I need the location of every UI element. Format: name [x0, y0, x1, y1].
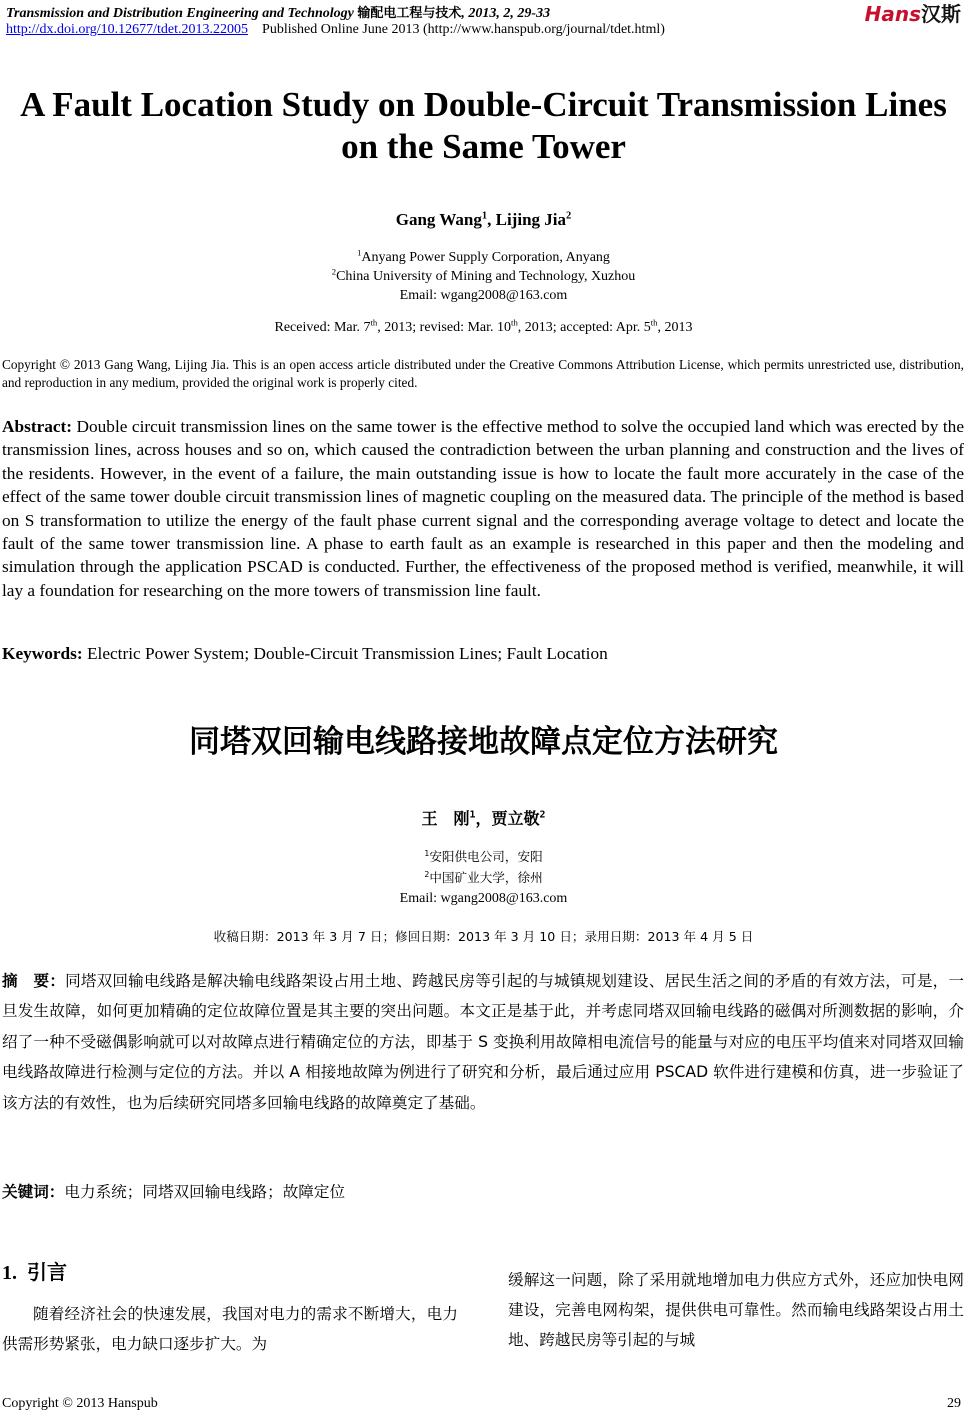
- abstract-label: Abstract:: [2, 417, 73, 436]
- affiliation-2-text: China University of Mining and Technology, Xuzhou: [336, 269, 636, 284]
- accepted-year: , 2013: [657, 320, 693, 335]
- body-column-left: 随着经济社会的快速发展，我国对电力的需求不断增大，电力供需形势紧张，电力缺口逐步扩大。为: [2, 1305, 458, 1354]
- affiliation-2-sup: 2: [331, 266, 337, 277]
- keywords-en: [2, 644, 964, 664]
- affiliations-cn: [0, 846, 967, 909]
- affiliation-2-cn-text: 中国矿业大学，徐州: [429, 870, 543, 885]
- author-1: Gang Wang: [395, 210, 482, 229]
- revised-part: , 2013; revised: Mar. 10: [377, 320, 512, 335]
- author-2: Lijing Jia: [495, 210, 566, 229]
- affiliation-1-cn-sup: 1: [424, 848, 430, 858]
- received-sup: th: [370, 317, 378, 328]
- abstract-en: [2, 415, 964, 602]
- journal-issue: , 2013, 2, 29-33: [461, 6, 551, 21]
- affiliation-2: [0, 267, 967, 286]
- hanspub-logo: [865, 0, 961, 27]
- affiliation-1-cn: [0, 846, 967, 867]
- abstract-cn: [2, 966, 964, 1118]
- accepted-part: , 2013; accepted: Apr. 5: [517, 320, 651, 335]
- journal-name: Transmission and Distribution Engineering and Technology: [6, 6, 354, 21]
- abstract-label-cn: 摘 要：: [2, 972, 66, 990]
- doi-link[interactable]: http://dx.doi.org/10.12677/tdet.2013.22005: [6, 22, 249, 37]
- affiliation-2-cn: [0, 867, 967, 888]
- journal-name-cn: 输配电工程与技术: [357, 6, 462, 21]
- copyright-notice: Copyright © 2013 Gang Wang, Lijing Jia. This is an open access article distributed under the Creative Commons Attribution License, which permits unrestricted use, distribution, and reproduction in any medium, provided the original work is properly cited.: [2, 357, 964, 390]
- keywords-text-cn: 电力系统；同塔双回输电线路；故障定位: [64, 1183, 346, 1201]
- keywords-cn: [2, 1180, 964, 1202]
- affiliation-1-sup: 1: [357, 247, 362, 258]
- abstract-text: Double circuit transmission lines on the same tower is the effective method to solve the occupied land which was erected by the transmission lines, across houses and so on, which caused the contradiction between the urban planning and construction and the lives of the residents. However, in the event of a failure, the main outstanding issue is how to locate the fault more accurately in the case of the effect of the same tower double circuit transmission lines of magnetic coupling on the measured data. The principle of the method is based on S transformation to utilize the energy of the fault phase current signal and the corresponding average voltage to detect and locate the fault of the same tower transmission line. A phase to earth fault as an example is researched in this paper and then the modeling and simulation through the application PSCAD is conducted. Further, the effectiveness of the proposed method is verified, meanwhile, it will lay a foundation for researching on the more towers of transmission line fault.: [2, 417, 964, 600]
- abstract-text-cn: 同塔双回输电线路是解决输电线路架设占用土地、跨越民房等引起的与城镇规划建设、居民生活之间的矛盾的有效方法，可是，一旦发生故障，如何更加精确的定位故障位置是其主要的突出问题。本文正是基于此，并考虑同塔双回输电线路的磁偶对所测数据的影响，介绍了一种不受磁偶影响就可以对故障点进行精确定位的方法，即基于 S 变换利用故障相电流信号的能量与对应的电压平均值来对同塔双回输电线路故障进行检测与定位的方法。并以 A 相接地故障为例进行了研究和分析，最后通过应用 PSCAD 软件进行建模和仿真，进一步验证了该方法的有效性，也为后续研究同塔多回输电线路的故障奠定了基础。: [2, 972, 964, 1112]
- authors-en: [0, 210, 967, 230]
- revised-sup: th: [511, 317, 518, 328]
- section-heading: [2, 1256, 67, 1285]
- authors-cn: [0, 806, 967, 829]
- author-2-cn-sup: 2: [539, 809, 546, 821]
- page-number: 29: [947, 1396, 961, 1411]
- email-en: Email: wgang2008@163.com: [399, 288, 568, 303]
- section-number: 1.: [2, 1262, 17, 1284]
- received-dates-cn: 收稿日期：2013 年 3 月 7 日；修回日期：2013 年 3 月 10 日；录用日期：2013 年 4 月 5 日: [213, 929, 754, 944]
- author-1-sup: 1: [481, 210, 488, 222]
- keywords-label-cn: 关键词：: [2, 1183, 65, 1201]
- keywords-text: Electric Power System; Double-Circuit Transmission Lines; Fault Location: [82, 644, 608, 663]
- logo-text-cn: 汉斯: [921, 2, 961, 26]
- journal-header: [6, 2, 550, 22]
- email-cn: Email: wgang2008@163.com: [399, 891, 568, 906]
- affiliation-1-cn-text: 安阳供电公司，安阳: [429, 849, 543, 864]
- author-1-cn-sup: 1: [469, 809, 476, 821]
- author-sep: ,: [487, 210, 496, 229]
- keywords-label: Keywords:: [2, 644, 83, 663]
- logo-text: Hans: [864, 2, 921, 26]
- paper-title: A Fault Location Study on Double-Circuit Transmission Lines on the Same Tower: [20, 85, 947, 166]
- author-1-cn: 王 刚: [421, 809, 470, 828]
- body-column-right: 缓解这一问题，除了采用就地增加电力供应方式外，还应加快电网建设，完善电网构架，提供供电可靠性。然而输电线路架设占用土地、跨越民房等引起的与城: [508, 1271, 964, 1350]
- section-title: 引言: [27, 1260, 67, 1284]
- author-2-cn: 贾立敬: [491, 809, 540, 828]
- published-info: Published Online June 2013 (http://www.hanspub.org/journal/tdet.html): [262, 22, 665, 37]
- affiliations-en: [0, 248, 967, 305]
- affiliation-2-cn-sup: 2: [424, 869, 430, 879]
- received-dates-en: [0, 317, 967, 336]
- author-sep-cn: ，: [475, 809, 492, 828]
- received-part: Received: Mar. 7: [274, 320, 371, 335]
- affiliation-1: [0, 248, 967, 267]
- doi-line: [6, 22, 665, 38]
- footer-copyright: Copyright © 2013 Hanspub: [2, 1396, 158, 1411]
- accepted-sup: th: [650, 317, 658, 328]
- author-2-sup: 2: [566, 210, 572, 222]
- affiliation-1-text: Anyang Power Supply Corporation, Anyang: [361, 250, 610, 265]
- paper-title-cn: 同塔双回输电线路接地故障点定位方法研究: [189, 724, 778, 760]
